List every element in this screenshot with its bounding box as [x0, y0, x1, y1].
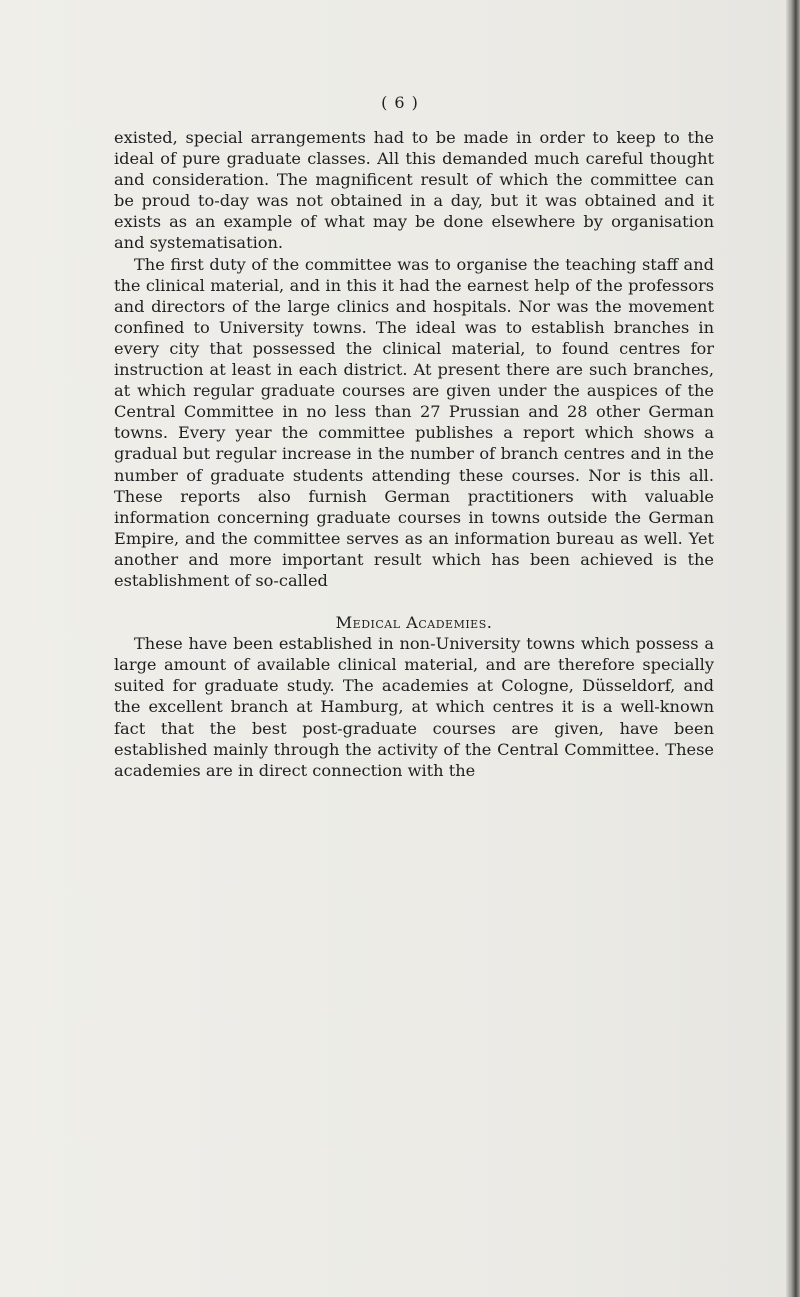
- section-heading: Medical Academies.: [335, 613, 493, 633]
- body-text: [114, 127, 714, 781]
- paragraph-continued: existed, special arrangements had to be made in order to keep to the ideal of pure graduate classes. All this demanded much careful thought and consideration. The magnificent result of which the committee can be proud to-day was not obtained in a day, but it was obtained and it exists as an example of what may be done elsewhere by organisation and systematisation.: [114, 128, 714, 253]
- page-binding-edge: [786, 0, 800, 1297]
- page-number: ( 6 ): [381, 93, 419, 112]
- paragraph-academies: These have been established in non-University towns which possess a large amount of available clinical material, and are therefore specially suited for graduate study. The academies at Cologne, Düsseldorf, and the excellent branch at Hamburg, at which centres it is a well-known fact that the best post-graduate courses are given, have been established mainly through the activity of the Central Committee. These academies are in direct connection with the: [114, 634, 714, 780]
- paragraph-committee-duty: The first duty of the committee was to organise the teaching staff and the clinical material, and in this it had the earnest help of the professors and directors of the large clinics and hospitals. Nor was the movement confined to University towns. The ideal was to establish branches in every city that possessed the clinical material, to found centres for instruction at least in each district. At present there are such branches, at which regular graduate courses are given under the auspices of the Central Committee in no less than 27 Prussian and 28 other German towns. Every year the committee publishes a report which shows a gradual but regular increase in the number of branch centres and in the number of graduate students attending these courses. Nor is this all. These reports also furnish German practitioners with valuable information concerning graduate courses in towns outside the German Empire, and the committee serves as an information bureau as well. Yet another and more important result which has been achieved is the establishment of so-called: [114, 254, 714, 590]
